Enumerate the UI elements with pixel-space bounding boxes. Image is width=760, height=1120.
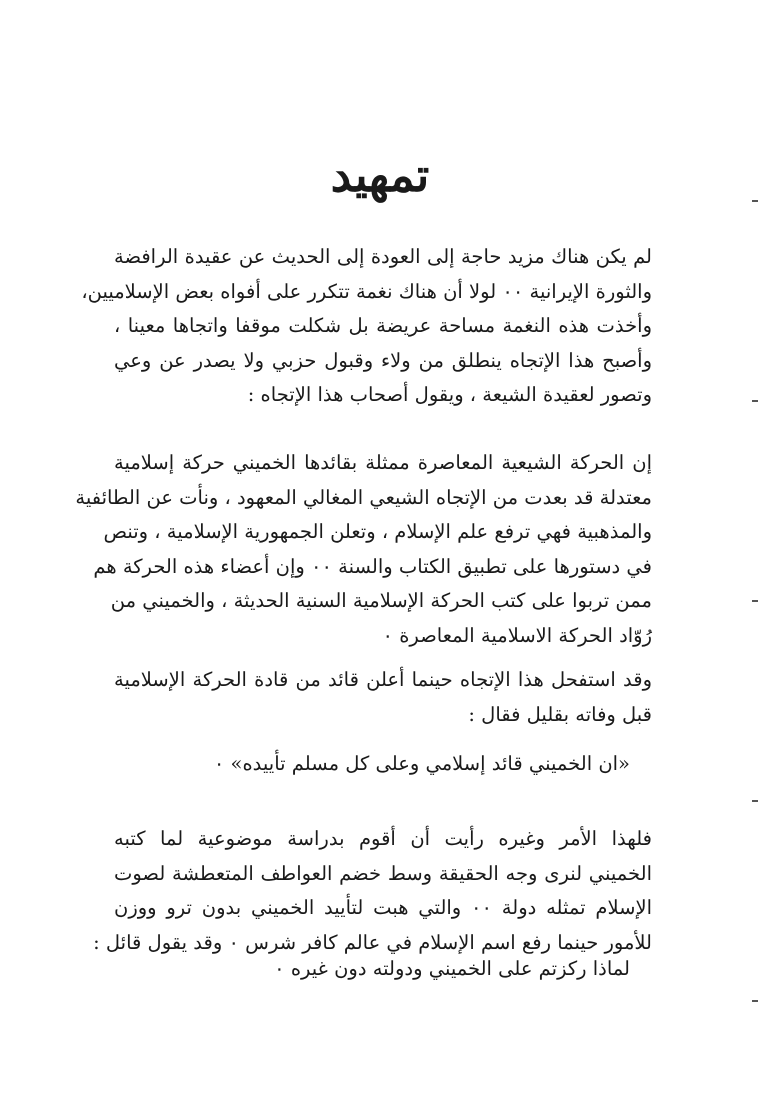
scan-edge-mark	[752, 800, 758, 802]
paragraph-line: لم يكن هناك مزيد حاجة إلى العودة إلى الحديث عن عقيدة الرافضة	[114, 245, 652, 268]
paragraph-line: فلهذا الأمر وغيره رأيت أن أقوم بدراسة موضوعية لما كتبه	[114, 827, 652, 850]
paragraph-line: رُوّاد الحركة الاسلامية المعاصرة ٠	[382, 623, 652, 647]
paragraph-line: ممن تربوا على كتب الحركة الإسلامية السنية الحديثة ، والخميني من	[110, 589, 652, 612]
paragraph-line: معتدلة قد بعدت من الإتجاه الشيعي المغالي المعهود ، ونأت عن الطائفية	[75, 485, 652, 509]
paragraph-escalation	[114, 663, 652, 732]
paragraph-line: والمذهبية فهي ترفع علم الإسلام ، وتعلن الجمهورية الإسلامية ، وتنص	[103, 520, 652, 543]
scan-edge-mark	[752, 400, 758, 402]
paragraph-line: قبل وفاته بقليل فقال :	[468, 702, 652, 726]
paragraph-claim	[75, 446, 652, 653]
chapter-title: تمهيد	[330, 148, 430, 202]
paragraph-line: وأخذت هذه النغمة مساحة عريضة بل شكلت موقفا واتجاها معينا ،	[114, 314, 652, 337]
scan-edge-mark	[752, 1000, 758, 1002]
paragraph-line: إن الحركة الشيعية المعاصرة ممثلة بقائدها الخميني حركة إسلامية	[114, 451, 652, 474]
paragraph-purpose	[93, 822, 652, 960]
paragraph-line: الخميني لنرى وجه الحقيقة وسط خضم العواطف المتعطشة لصوت	[114, 861, 652, 885]
paragraph-line: وأصبح هذا الإتجاه ينطلق من ولاء وقبول حزبي ولا يصدر عن وعي	[114, 348, 652, 372]
paragraph-line: والثورة الإيرانية ٠٠ لولا أن هناك نغمة تتكرر على أفواه بعض الإسلاميين،	[81, 279, 652, 303]
paragraph-line: وتصور لعقيدة الشيعة ، ويقول أصحاب هذا الإتجاه :	[247, 383, 652, 406]
quotation-khomeini-leader: «ان الخميني قائد إسلامي وعلى كل مسلم تأييده» ٠	[213, 752, 630, 775]
paragraph-intro	[81, 240, 652, 413]
paragraph-line: وقد استفحل هذا الإتجاه حينما أعلن قائد من قادة الحركة الإسلامية	[114, 668, 652, 691]
scan-edge-mark	[752, 200, 758, 202]
paragraph-line: في دستورها على تطبيق الكتاب والسنة ٠٠ وإن أعضاء هذه الحركة هم	[93, 554, 652, 578]
scan-edge-mark	[752, 600, 758, 602]
paragraph-line: الإسلام تمثله دولة ٠٠ والتي هبت لتأييد الخميني بدون ترو ووزن	[114, 896, 652, 919]
paragraph-line: للأمور حينما رفع اسم الإسلام في عالم كافر شرس ٠ وقد يقول قائل :	[93, 930, 652, 954]
quotation-question: لماذا ركزتم على الخميني ودولته دون غيره ٠	[274, 957, 630, 980]
